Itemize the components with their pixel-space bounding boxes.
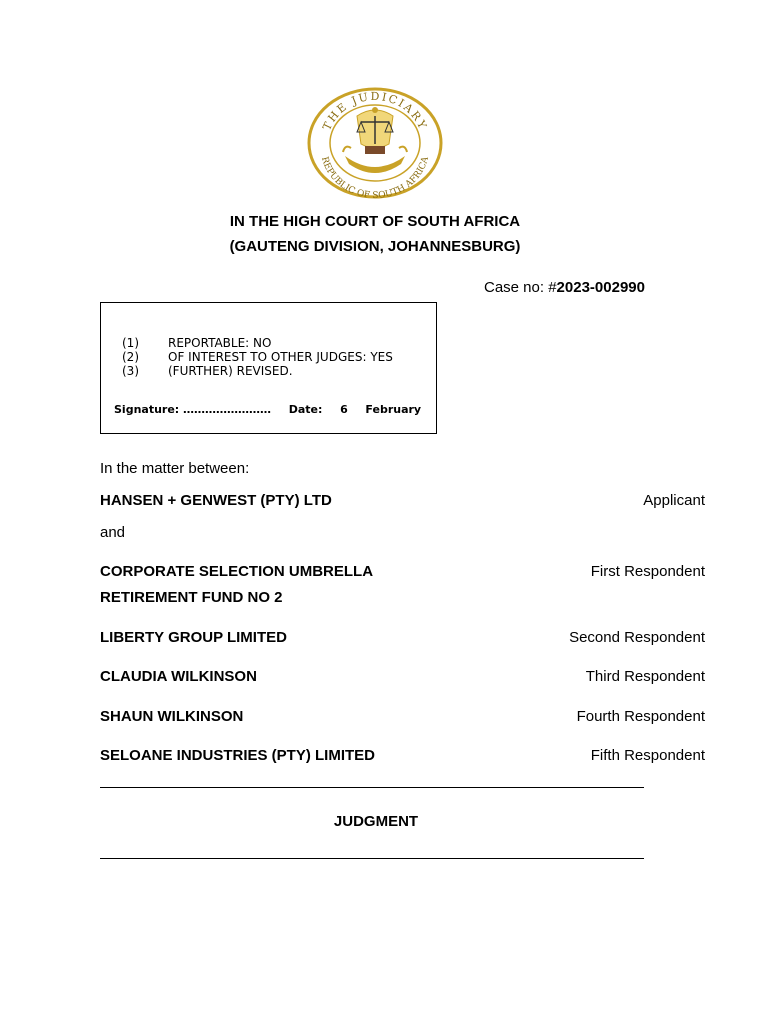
party-role-fifth-respondent: Fifth Respondent bbox=[590, 747, 705, 764]
party-name-first-respondent-line2: RETIREMENT FUND NO 2 bbox=[100, 589, 283, 606]
date-day: 6 bbox=[340, 403, 348, 416]
party-name-third-respondent: CLAUDIA WILKINSON bbox=[100, 668, 257, 685]
matter-between: In the matter between: bbox=[100, 460, 250, 477]
case-number-value: 2023-002990 bbox=[556, 279, 645, 296]
reportable-item: (3) (FURTHER) REVISED. bbox=[122, 364, 293, 378]
party-role-fourth-respondent: Fourth Respondent bbox=[576, 708, 705, 725]
date-month: February bbox=[365, 403, 422, 416]
court-title-line2: (GAUTENG DIVISION, JOHANNESBURG) bbox=[229, 238, 521, 255]
case-number bbox=[484, 279, 645, 296]
signature-label: Signature: …………………… bbox=[114, 403, 272, 416]
reportable-box bbox=[100, 302, 437, 434]
party-role-first-respondent: First Respondent bbox=[590, 563, 705, 580]
judiciary-seal bbox=[305, 86, 445, 200]
seal-top-text: THE JUDICIARY bbox=[320, 89, 430, 133]
reportable-item: (2) OF INTEREST TO OTHER JUDGES: YES bbox=[122, 350, 393, 364]
party-name-second-respondent: LIBERTY GROUP LIMITED bbox=[100, 629, 287, 646]
party-role-applicant: Applicant bbox=[643, 492, 705, 509]
court-title-line1: IN THE HIGH COURT OF SOUTH AFRICA bbox=[229, 213, 521, 230]
case-number-label: Case no: # bbox=[484, 279, 557, 296]
divider-bottom bbox=[100, 858, 644, 859]
judgment-title: JUDGMENT bbox=[333, 813, 419, 830]
signature-line bbox=[114, 403, 421, 416]
party-role-second-respondent: Second Respondent bbox=[569, 629, 705, 646]
party-name-applicant: HANSEN + GENWEST (PTY) LTD bbox=[100, 492, 332, 509]
party-name-fourth-respondent: SHAUN WILKINSON bbox=[100, 708, 244, 725]
seal-bottom-text: REPUBLIC OF SOUTH AFRICA bbox=[319, 155, 431, 200]
party-name-fifth-respondent: SELOANE INDUSTRIES (PTY) LIMITED bbox=[100, 747, 376, 764]
scales-icon bbox=[343, 107, 407, 173]
date-label: Date: bbox=[288, 403, 323, 416]
party-role-third-respondent: Third Respondent bbox=[585, 668, 705, 685]
party-name-first-respondent: CORPORATE SELECTION UMBRELLA bbox=[100, 563, 374, 580]
divider-top bbox=[100, 787, 644, 788]
reportable-item: (1) REPORTABLE: NO bbox=[122, 336, 272, 350]
and-text: and bbox=[100, 524, 126, 541]
